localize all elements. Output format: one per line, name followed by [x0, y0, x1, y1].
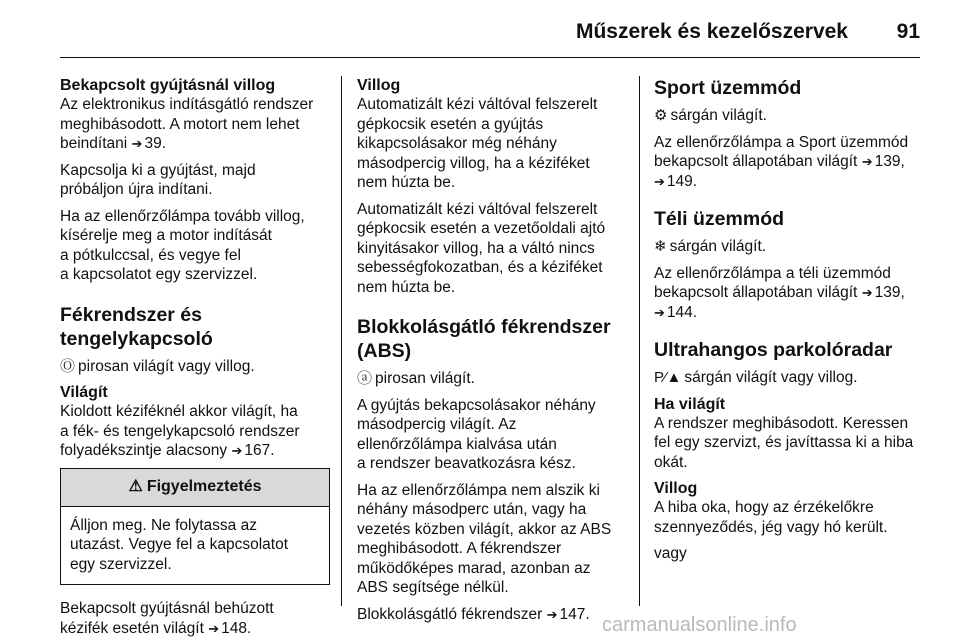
- reference-arrow-icon: ➔: [654, 304, 665, 320]
- column-3: [654, 76, 926, 571]
- section-heading: Bekapcsolt gyújtásnál villog: [60, 77, 276, 94]
- winter-mode-icon: ❄: [654, 238, 667, 255]
- paragraph: ⚙ sárgán világít.: [654, 107, 767, 124]
- paragraph: Automatizált kézi váltóval felszerelt gépkocsik esetén a vezetőoldali ajtó kinyitásakor villog, ha a váltó nincs sebességfokozatban, és a kéziféket nem húzta be.: [357, 200, 606, 296]
- page-header: [60, 14, 920, 58]
- warning-header: ⚠ Figyelmeztetés: [61, 469, 329, 507]
- column-1: [60, 76, 330, 642]
- section-heading: Blokkolásgátló fékrendszer (ABS): [357, 316, 611, 362]
- paragraph: Ha az ellenőrzőlámpa tovább villog, kísérelje meg a motor indítását a pótkulccsal, és vegye fel a kapcsolatot egy szervizzel.: [60, 207, 305, 283]
- park-assist-icon: P⁄▲: [654, 369, 682, 386]
- paragraph: Bekapcsolt gyújtásnál behúzott kézifék esetén világít ➔ 148.: [60, 600, 274, 637]
- watermark: carmanualsonline.info: [602, 614, 797, 636]
- warning-triangle-icon: ⚠: [128, 478, 143, 496]
- section-heading: Fékrendszer és tengelykapcsoló: [60, 303, 213, 350]
- paragraph: Ha az ellenőrzőlámpa nem alszik ki néhány másodperc után, vagy ha vezetés közben világít, akkor az ABS meghibásodott. A fékrendszer működőképes marad, azonban az ABS segítsége nélkül.: [357, 481, 612, 596]
- section-heading: Ultrahangos parkolóradar: [654, 339, 893, 361]
- warning-box: [60, 468, 330, 586]
- column-divider: [639, 76, 640, 606]
- paragraph: A rendszer meghibásodott. Keressen fel egy szervizt, és javíttassa ki a hiba okát.: [654, 414, 914, 471]
- column-divider: [341, 76, 342, 606]
- paragraph: P⁄▲ sárgán világít vagy villog.: [654, 369, 858, 386]
- paragraph: A hiba oka, hogy az érzékelőkre szennyeződés, jég vagy hó került.: [654, 499, 888, 536]
- paragraph: Az ellenőrzőlámpa a téli üzemmód bekapcsolt állapotában világít ➔ 139, ➔ 144.: [654, 264, 905, 321]
- reference-arrow-icon: ➔: [861, 285, 873, 300]
- sub-heading: Villog: [357, 77, 401, 94]
- warning-body: Álljon meg. Ne folytassa az utazást. Vegye fel a kapcsolatot egy szervizzel.: [70, 516, 288, 573]
- reference-arrow-icon: ➔: [131, 136, 143, 151]
- reference-arrow-icon: ➔: [546, 606, 558, 622]
- sub-heading: Ha világít: [654, 395, 726, 413]
- paragraph: A gyújtás bekapcsolásakor néhány másodpercig világít. Az ellenőrzőlámpa kialvása után a rendszer beavatkozásra kész.: [357, 396, 596, 472]
- paragraph: Kioldott kéziféknél akkor világít, ha a fék- és tengelykapcsoló rendszer folyadékszintje alacsony ➔ 167.: [60, 403, 300, 459]
- section-heading: Téli üzemmód: [654, 208, 785, 230]
- brake-warning-icon: Ⓞ: [60, 357, 76, 375]
- abs-icon: ⓐ: [357, 370, 373, 387]
- paragraph: vagy: [654, 545, 687, 562]
- section-heading: Sport üzemmód: [654, 77, 802, 99]
- paragraph: Automatizált kézi váltóval felszerelt gépkocsik esetén a gyújtás kikapcsolásakor még néhány másodpercig villog, ha a kéziféket nem húzta be.: [357, 96, 598, 191]
- sub-heading: Villog: [654, 480, 698, 497]
- page-number: 91: [896, 20, 920, 43]
- paragraph: Kapcsolja ki a gyújtást, majd próbáljon újra indítani.: [60, 161, 256, 198]
- page-title: Műszerek és kezelőszervek: [575, 20, 848, 43]
- sub-heading: Világít: [60, 384, 108, 401]
- paragraph: ❄ sárgán világít.: [654, 238, 767, 255]
- reference-arrow-icon: ➔: [208, 620, 220, 636]
- reference-arrow-icon: ➔: [231, 443, 243, 458]
- paragraph: ⓐ pirosan világít.: [357, 370, 475, 387]
- sport-mode-icon: ⚙: [654, 107, 668, 124]
- reference-arrow-icon: ➔: [654, 173, 665, 189]
- reference-arrow-icon: ➔: [861, 154, 873, 169]
- paragraph: Blokkolásgátló fékrendszer ➔ 147.: [357, 605, 590, 623]
- column-2: [357, 76, 629, 631]
- paragraph: Ⓞ pirosan világít vagy villog.: [60, 357, 255, 375]
- paragraph: Az ellenőrzőlámpa a Sport üzemmód bekapcsolt állapotában világít ➔ 139, ➔ 149.: [654, 133, 909, 190]
- paragraph: Az elektronikus indításgátló rendszer meghibásodott. A motort nem lehet beindítani ➔ 39.: [60, 96, 314, 152]
